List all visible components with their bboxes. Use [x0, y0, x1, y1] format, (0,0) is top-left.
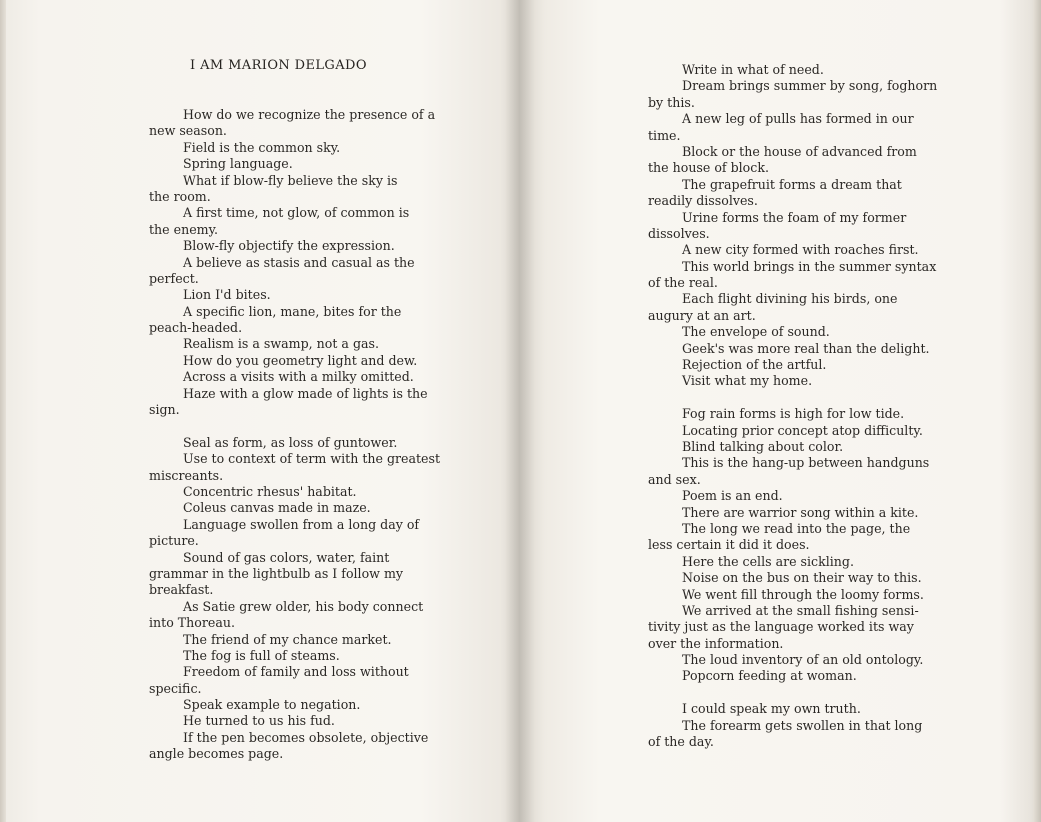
poem-line: The forearm gets swollen in that long	[682, 717, 923, 733]
left-page-text	[149, 107, 441, 763]
poem-line: Lion I'd bites.	[183, 287, 271, 303]
poem-line: tivity just as the language worked its way	[648, 619, 914, 635]
poem-line: Fog rain forms is high for low tide.	[682, 406, 905, 422]
poem-line: new season.	[149, 123, 227, 139]
poem-line: The grapefruit forms a dream that	[682, 176, 902, 192]
poem-line: breakfast.	[149, 582, 214, 598]
poem-line: Across a visits with a milky omitted.	[183, 369, 414, 385]
poem-line: This world brings in the summer syntax	[682, 258, 937, 274]
poem-line: the room.	[149, 188, 211, 204]
poem-line: We went fill through the loomy forms.	[682, 586, 924, 602]
poem-line: Each flight divining his birds, one	[682, 291, 898, 307]
poem-line: Language swollen from a long day of	[183, 516, 420, 532]
poem-line: Freedom of family and loss without	[183, 664, 409, 680]
poem-line: A new city formed with roaches first.	[682, 242, 919, 258]
poem-line: perfect.	[149, 270, 199, 286]
stanza-break	[648, 390, 928, 406]
left-page-edge	[0, 0, 6, 822]
poem-line: by this.	[648, 94, 695, 110]
poem-line: Noise on the bus on their way to this.	[682, 570, 922, 586]
poem-line: Popcorn feeding at woman.	[682, 668, 857, 684]
poem-line: Haze with a glow made of lights is the	[183, 385, 428, 401]
poem-line: If the pen becomes obsolete, objective	[183, 729, 429, 745]
poem-line: sign.	[149, 402, 180, 418]
stanza-break	[149, 418, 419, 434]
poem-line: Use to context of term with the greatest	[183, 451, 441, 467]
poem-line: peach-headed.	[149, 320, 243, 336]
poem-line: Concentric rhesus' habitat.	[183, 483, 357, 499]
poem-line: specific.	[149, 680, 202, 696]
poem-line: We arrived at the small fishing sensi-	[682, 602, 919, 618]
poem-line: Locating prior concept atop difficulty.	[682, 422, 923, 438]
poem-line: He turned to us his fud.	[183, 713, 335, 729]
poem-line: Block or the house of advanced from	[682, 143, 917, 159]
poem-line: the house of block.	[648, 160, 769, 176]
poem-line: The fog is full of steams.	[183, 647, 340, 663]
right-page-text	[648, 62, 938, 750]
poem-line: Realism is a swamp, not a gas.	[183, 336, 379, 352]
poem-line: I could speak my own truth.	[682, 701, 861, 717]
poem-line: time.	[648, 127, 681, 143]
poem-line: Spring language.	[183, 156, 293, 172]
poem-line: What if blow-fly believe the sky is	[183, 172, 398, 188]
poem-line: The loud inventory of an old ontology.	[682, 652, 924, 668]
poem-line: picture.	[149, 533, 199, 549]
poem-line: How do we recognize the presence of a	[183, 107, 436, 122]
poem-line: less certain it did it does.	[648, 537, 810, 553]
poem-line: augury at an art.	[648, 307, 756, 323]
poem-line: Blind talking about color.	[682, 438, 844, 454]
poem-line: Dream brings summer by song, foghorn	[682, 78, 938, 94]
poem-line: Blow-fly objectify the expression.	[183, 238, 395, 254]
poem-title: I AM MARION DELGADO	[190, 58, 367, 73]
poem-line: The long we read into the page, the	[682, 520, 911, 536]
poem-line: Rejection of the artful.	[682, 357, 827, 373]
poem-line: There are warrior song within a kite.	[682, 504, 919, 520]
right-page-edge	[1033, 0, 1041, 822]
poem-line: Geek's was more real than the delight.	[682, 340, 930, 356]
poem-line: How do you geometry light and dew.	[183, 352, 418, 368]
poem-line: The envelope of sound.	[682, 324, 830, 340]
poem-line: Speak example to negation.	[183, 697, 361, 713]
poem-line: This is the hang-up between handguns	[682, 455, 930, 471]
poem-line: The friend of my chance market.	[183, 631, 392, 647]
poem-line: over the information.	[648, 635, 784, 651]
poem-line: Coleus canvas made in maze.	[183, 500, 371, 516]
poem-line: Seal as form, as loss of guntower.	[183, 434, 398, 450]
poem-line: into Thoreau.	[149, 615, 235, 631]
poem-line: A new leg of pulls has formed in our	[682, 111, 914, 127]
poem-line: angle becomes page.	[149, 746, 284, 762]
right-page	[520, 0, 1041, 822]
poem-line: the enemy.	[149, 221, 219, 237]
poem-line: Write in what of need.	[682, 62, 824, 77]
poem-line: A first time, not glow, of common is	[183, 205, 410, 221]
poem-line: A believe as stasis and casual as the	[183, 254, 415, 270]
poem-line: Urine forms the foam of my former	[682, 209, 907, 225]
poem-line: and sex.	[648, 471, 701, 487]
poem-line: of the day.	[648, 734, 714, 750]
poem-line: As Satie grew older, his body connect	[183, 598, 424, 614]
poem-line: grammar in the lightbulb as I follow my	[149, 565, 404, 581]
poem-line: of the real.	[648, 275, 718, 291]
poem-line: dissolves.	[648, 225, 710, 241]
poem-line: readily dissolves.	[648, 193, 758, 209]
poem-line: Sound of gas colors, water, faint	[183, 549, 390, 565]
poem-line: Here the cells are sickling.	[682, 553, 854, 569]
left-page	[0, 0, 520, 822]
book-gutter	[505, 0, 535, 822]
poem-line: A specific lion, mane, bites for the	[183, 303, 402, 319]
poem-line: Visit what my home.	[682, 373, 813, 389]
poem-line: Field is the common sky.	[183, 139, 341, 155]
poem-line: miscreants.	[149, 467, 224, 483]
poem-line: Poem is an end.	[682, 488, 783, 504]
stanza-break	[648, 685, 928, 701]
